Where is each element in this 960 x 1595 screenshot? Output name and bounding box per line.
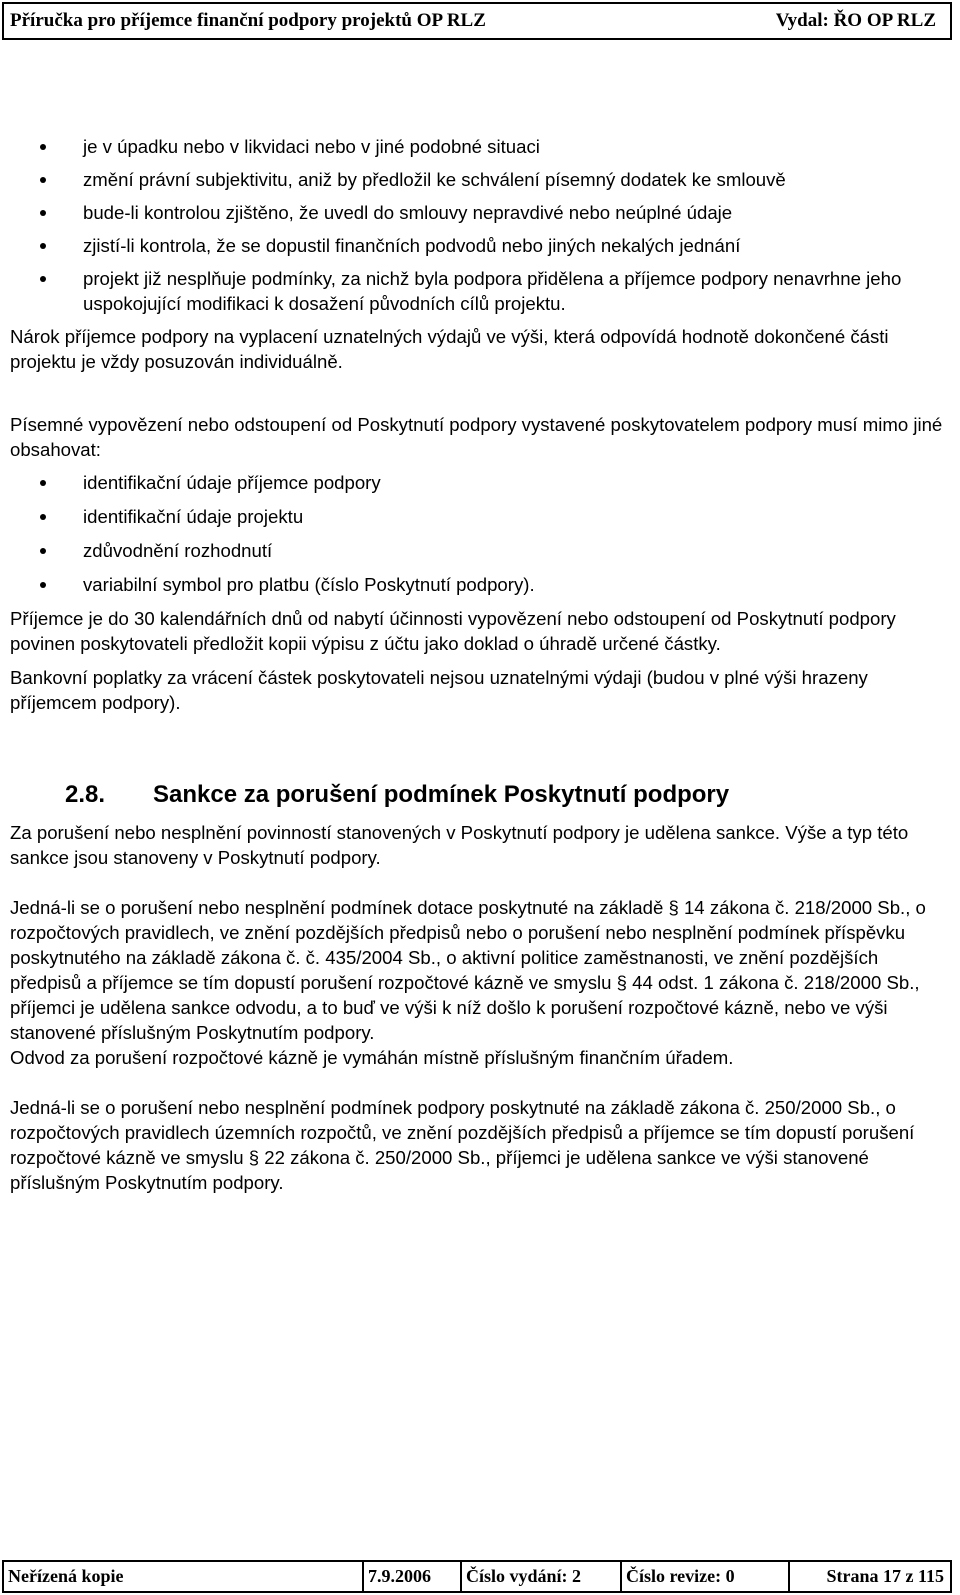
list-item: projekt již nesplňuje podmínky, za nichž byla podpora přidělena a příjemce podpory nenavrhne jeho uspokojující modifikaci k dosažení původních cílů projektu. xyxy=(10,266,945,316)
bullet-icon xyxy=(40,548,46,554)
footer-issue-number: Číslo vydání: 2 xyxy=(462,1562,622,1591)
paragraph-jedna-1: Jedná-li se o porušení nebo nesplnění podmínek dotace poskytnuté na základě § 14 zákona č. 218/2000 Sb., o rozpočtových pravidlech, ve znění pozdějších předpisů nebo o porušení nebo nesplnění podmínek příspěvku poskytnutého na základě zákona č. č. 435/2004 Sb., o aktivní politice zaměstnanosti, ve znění pozdějších předpisů a příjemce se tím dopustí porušení rozpočtové kázně ve smyslu § 44 odst. 1 zákona č. 218/2000 Sb., příjemci je udělena sankce odvodu, a to buď ve výši k níž došlo k porušení rozpočtové kázně, nebo ve výši stanovené příslušným Poskytnutím podpory. xyxy=(10,897,926,1043)
paragraph-jedna-2: Jedná-li se o porušení nebo nesplnění podmínek podpory poskytnuté na základě zákona č. 250/2000 Sb., o rozpočtových pravidlech územních rozpočtů, ve znění pozdějších předpisů a příjemce se tím dopustí porušení rozpočtové kázně ve smyslu § 22 zákona č. 250/2000 Sb., příjemci je udělena sankce ve výši stanovené příslušným Poskytnutím podpory. xyxy=(10,1097,915,1193)
paragraph-bankovni: Bankovní poplatky za vrácení částek poskytovateli nejsou uznatelnými výdaji (budou v plné výši hrazeny příjemcem podpory). xyxy=(10,667,868,713)
bullet-icon xyxy=(40,582,46,588)
paragraph-odvod: Odvod za porušení rozpočtové kázně je vymáhán místně příslušným finančním úřadem. xyxy=(10,1047,734,1068)
paragraph-pisemne: Písemné vypovězení nebo odstoupení od Poskytnutí podpory vystavené poskytovatelem podpory musí mimo jiné obsahovat: xyxy=(10,414,943,460)
section-heading xyxy=(10,780,945,810)
page-content xyxy=(10,134,945,1195)
footer-revision-number: Číslo revize: 0 xyxy=(622,1562,790,1591)
list-item: variabilní symbol pro platbu (číslo Poskytnutí podpory). xyxy=(10,572,945,597)
paragraph-narok: Nárok příjemce podpory na vyplacení uznatelných výdajů ve výši, která odpovídá hodnotě dokončené části projektu je vždy posuzován individuálně. xyxy=(10,326,889,372)
footer-page-number: Strana 17 z 115 xyxy=(826,1566,944,1586)
bullet-icon xyxy=(40,514,46,520)
bullet-icon xyxy=(40,243,46,249)
bullet-icon xyxy=(40,210,46,216)
paragraph-prijemce: Příjemce je do 30 kalendářních dnů od nabytí účinnosti vypovězení nebo odstoupení od Poskytnutí podpory povinen poskytovateli předložit kopii výpisu z účtu jako doklad o úhradě určené částky. xyxy=(10,608,896,654)
footer-copy-status: Neřízená kopie xyxy=(4,1562,364,1591)
list-item: bude-li kontrolou zjištěno, že uvedl do smlouvy nepravdivé nebo neúplné údaje xyxy=(10,200,945,225)
bullet-icon xyxy=(40,480,46,486)
bullet-icon xyxy=(40,144,46,150)
document-title: Příručka pro příjemce finanční podpory projektů OP RLZ xyxy=(10,10,486,31)
list-item: změní právní subjektivitu, aniž by předložil ke schválení písemný dodatek ke smlouvě xyxy=(10,167,945,192)
list-item: identifikační údaje projektu xyxy=(10,504,945,529)
footer-date: 7.9.2006 xyxy=(364,1562,462,1591)
list-item: je v úpadku nebo v likvidaci nebo v jiné podobné situaci xyxy=(10,134,945,159)
section-number: 2.8. xyxy=(65,781,106,808)
section-title: Sankce za porušení podmínek Poskytnutí podpory xyxy=(153,781,730,808)
termination-conditions-list xyxy=(10,134,945,316)
list-item: zjistí-li kontrola, že se dopustil finančních podvodů nebo jiných nekalých jednání xyxy=(10,233,945,258)
list-item: identifikační údaje příjemce podpory xyxy=(10,470,945,495)
document-header xyxy=(2,2,952,40)
list-item: zdůvodnění rozhodnutí xyxy=(10,538,945,563)
bullet-icon xyxy=(40,276,46,282)
bullet-icon xyxy=(40,177,46,183)
document-footer xyxy=(2,1560,952,1593)
document-issuer: Vydal: ŘO OP RLZ xyxy=(775,10,936,31)
paragraph-za-poruseni: Za porušení nebo nesplnění povinností stanovených v Poskytnutí podpory je udělena sankce. Výše a typ této sankce jsou stanoveny v Poskytnutí podpory. xyxy=(10,822,909,868)
required-contents-list xyxy=(10,470,945,597)
